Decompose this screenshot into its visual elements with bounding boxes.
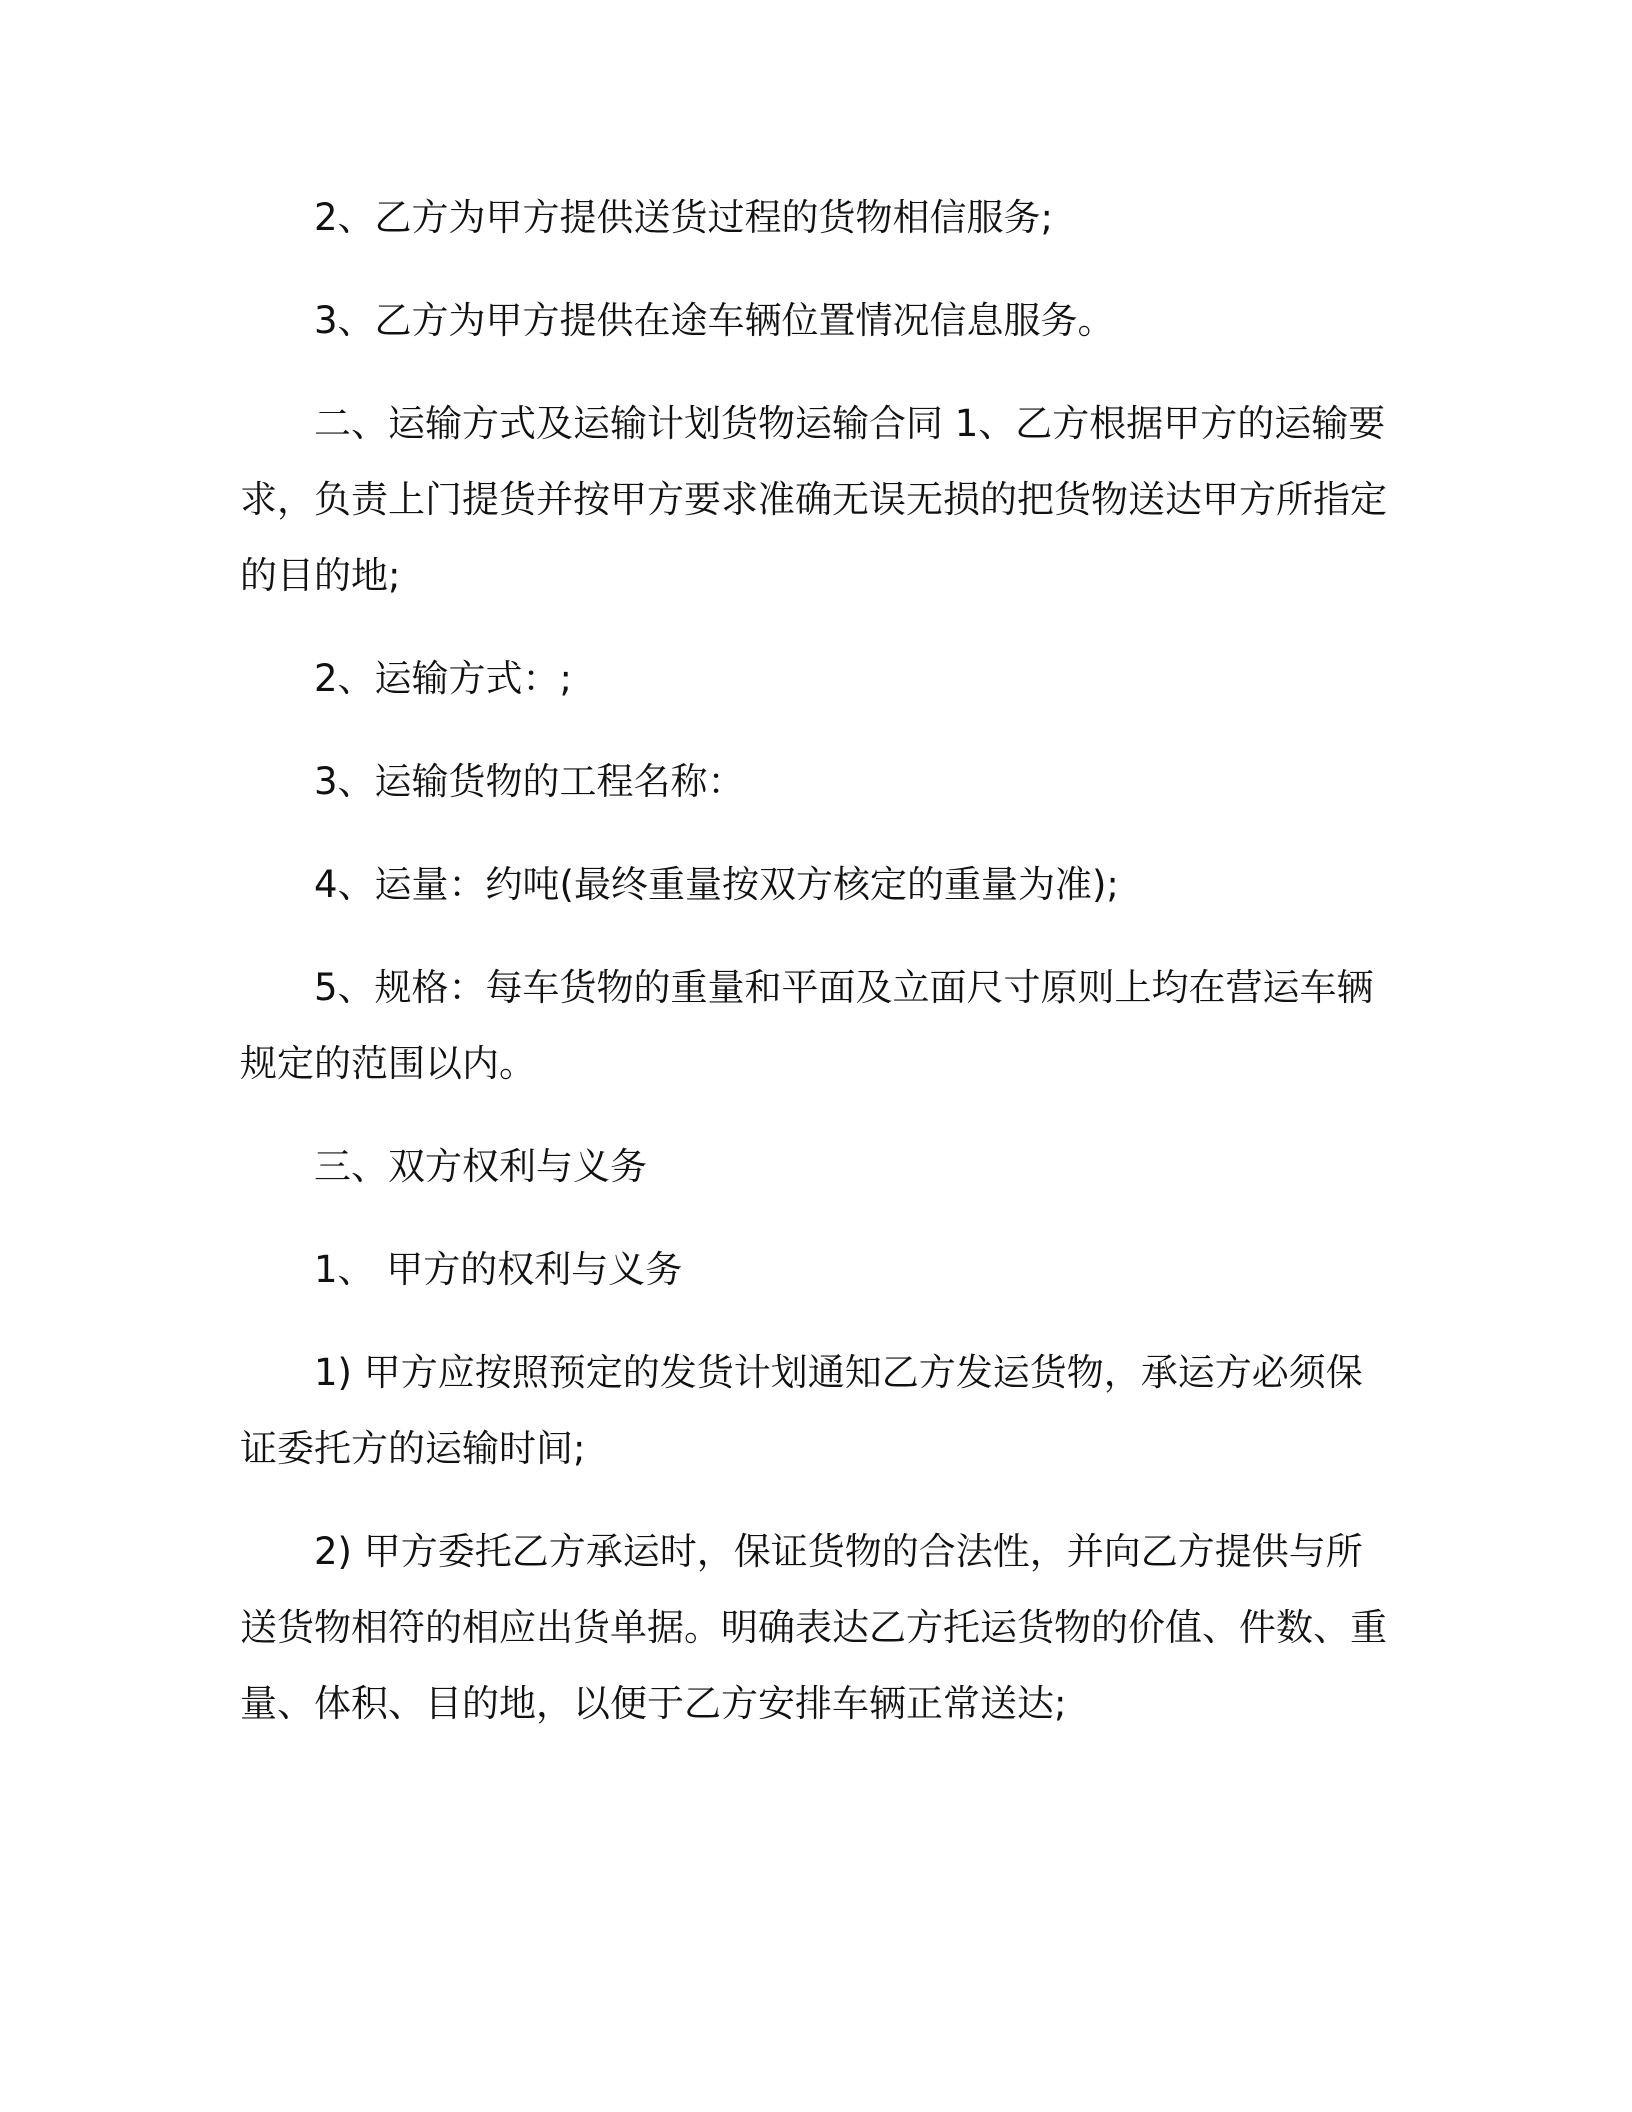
section-heading-transport-method: 二、运输方式及运输计划货物运输合同 1、乙方根据甲方的运输要求，负责上门提货并按甲方要求准确无误无损的把货物送达甲方所指定的目的地; — [240, 402, 1387, 597]
subsection-heading-party-a: 1、 甲方的权利与义务 — [314, 1248, 683, 1291]
paragraph-project-name: 3、运输货物的工程名称： — [314, 760, 745, 803]
document-body — [240, 180, 1390, 1769]
paragraph-transport-mode: 2、运输方式：; — [314, 657, 573, 700]
paragraph-specification: 5、规格：每车货物的重量和平面及立面尺寸原则上均在营运车辆规定的范围以内。 — [240, 966, 1374, 1085]
paragraph-service-goods: 2、乙方为甲方提供送货过程的货物相信服务; — [314, 196, 1054, 239]
section-heading-rights-obligations: 三、双方权利与义务 — [314, 1145, 647, 1188]
paragraph-service-vehicle-position: 3、乙方为甲方提供在途车辆位置情况信息服务。 — [314, 299, 1115, 342]
paragraph-volume: 4、运量：约吨(最终重量按双方核定的重量为准); — [314, 863, 1119, 906]
paragraph-party-a-item-2: 2) 甲方委托乙方承运时，保证货物的合法性，并向乙方提供与所送货物相符的相应出货单据。明确表达乙方托运货物的价值、件数、重量、体积、目的地，以便于乙方安排车辆正常送达; — [240, 1530, 1387, 1725]
paragraph-party-a-item-1: 1) 甲方应按照预定的发货计划通知乙方发运货物，承运方必须保证委托方的运输时间; — [240, 1351, 1363, 1470]
